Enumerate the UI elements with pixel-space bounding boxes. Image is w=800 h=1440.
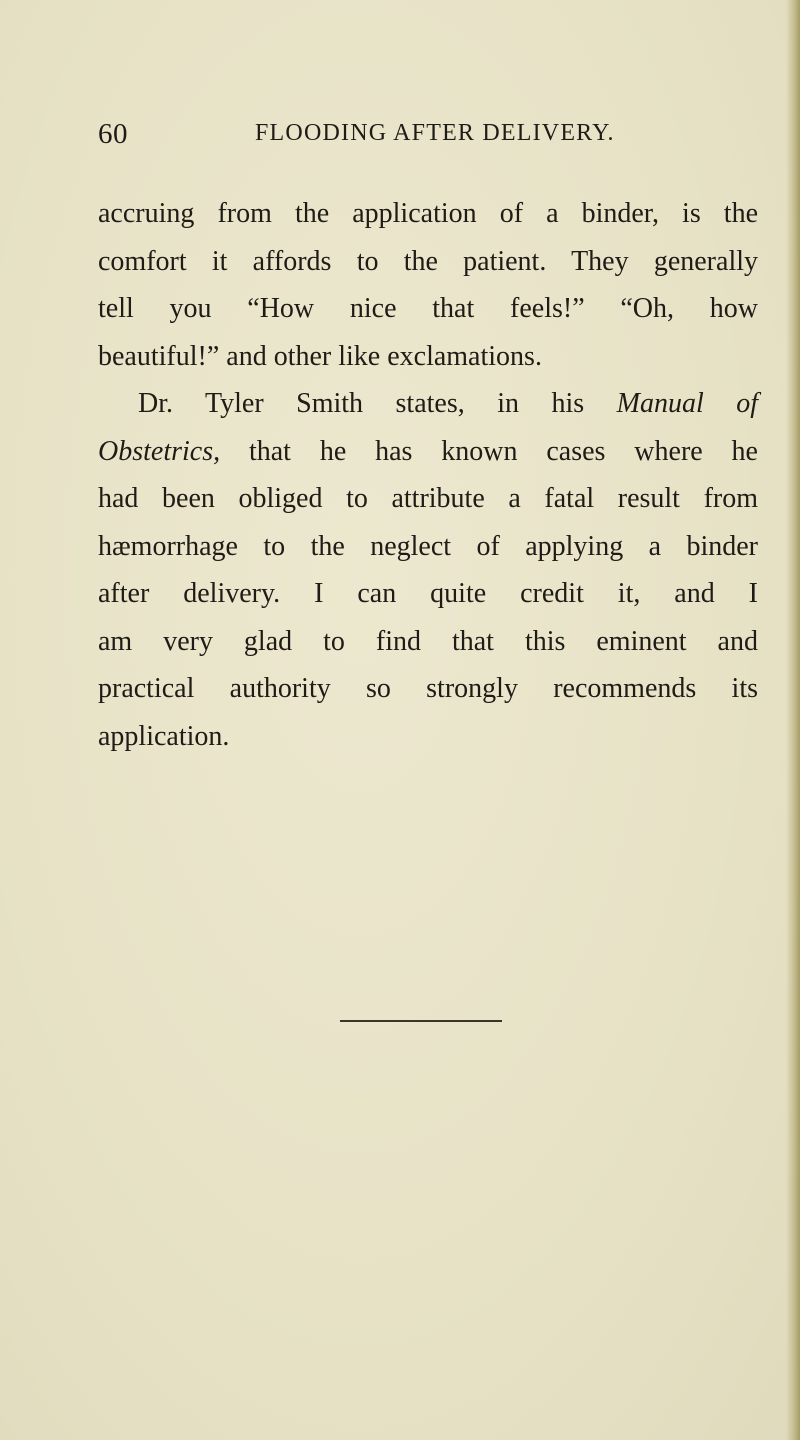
page-edge-shadow [786,0,800,1440]
text-line: practical authority so strongly recommends its [98,673,758,704]
book-title-italic: Manual of [616,388,759,419]
text-line: accruing from the application of a binder, is the [98,198,758,229]
text-line: comfort it affords to the patient. They generally [98,245,758,277]
body-text [98,190,758,760]
book-title-italic: Obstetrics, [98,435,221,467]
text-line [98,428,758,476]
section-divider-rule [340,1020,502,1022]
text-line: beautiful!” and other like exclamations. [98,340,542,372]
chapter-title: FLOODING AFTER DELIVERY. [255,120,615,146]
text-line: application. [98,720,230,752]
text-segment: that he has known cases where he [220,435,758,467]
page-number: 60 [98,118,128,150]
text-line [98,380,758,428]
text-line: had been obliged to attribute a fatal result from [98,483,758,514]
text-line: hæmorrhage to the neglect of applying a binder [98,530,758,562]
text-line: after delivery. I can quite credit it, and I [98,578,758,609]
text-line: am very glad to find that this eminent and [98,625,758,657]
text-segment: Dr. Tyler Smith states, in his [138,388,617,419]
running-head [98,118,678,158]
text-line: tell you “How nice that feels!” “Oh, how [98,293,758,324]
